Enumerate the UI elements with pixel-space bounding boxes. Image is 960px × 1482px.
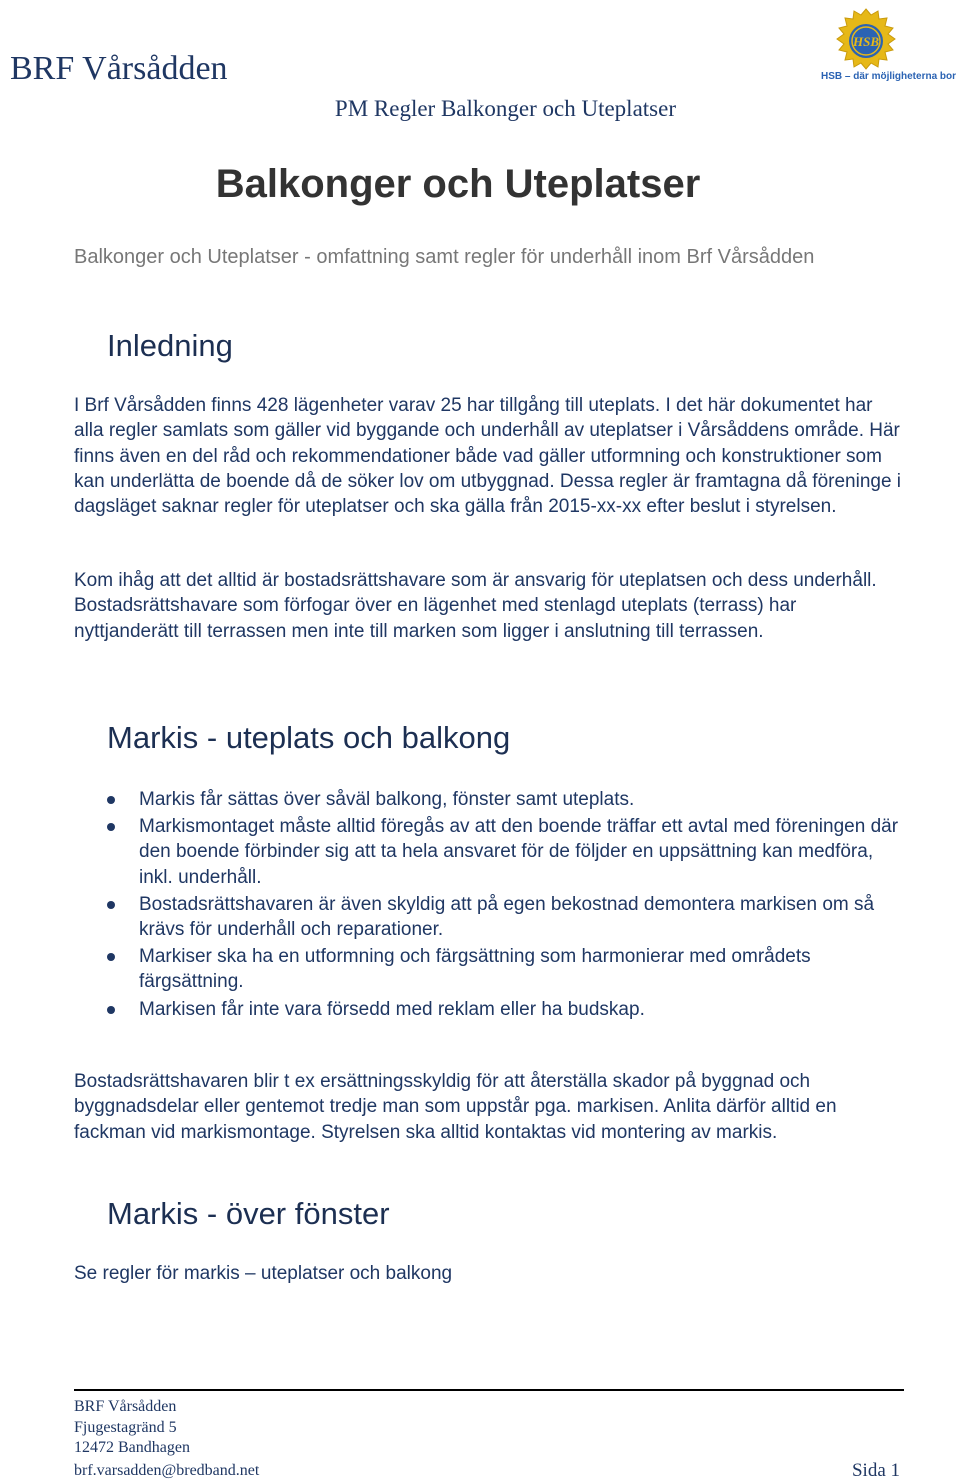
bullet-icon [107, 953, 115, 961]
list-item-text: Markisen får inte vara försedd med reklam eller ha budskap. [139, 998, 645, 1020]
heading-inledning: Inledning [107, 328, 233, 363]
list-item-text: Markismontaget måste alltid föregås av att den boende träffar ett avtal med föreningen där den boende förbinder sig att ta hela ansvaret för de följder en uppsättning kan medföra, inkl. underhåll. [139, 816, 899, 888]
bullet-icon [107, 796, 115, 804]
list-item [104, 787, 904, 812]
bullet-icon [107, 901, 115, 909]
intro-paragraph-1 [74, 393, 904, 519]
header-document-title: PM Regler Balkonger och Uteplatser [334, 96, 676, 121]
page-number: Sida 1 [851, 1460, 900, 1481]
intro-text-1: I Brf Vårsådden finns 428 lägenheter varav 25 har tillgång till uteplats. I det här dokumentet har alla regler samlats som gäller vid byggande och underhåll av uteplatser i Vårsåddens område. Här finns även en del råd och rekommendationer både vad gäller utformning och konstruktioner som kan underlätta de boende då de söker lov om utbyggnad. Dessa regler är framtagna då föreninge i dagsläget saknar regler för uteplatser och ska gälla från 2015-xx-xx efter beslut i styrelsen. [74, 395, 902, 518]
logo-tagline: HSB – där möjligheterna bor [821, 71, 957, 82]
markis-liability-text: Bostadsrättshavaren blir t ex ersättningsskyldig för att återställa skador på byggnad och byggnadsdelar eller gentemot tredje man som uppstår pga. markisen. Anlita därför alltid en fackman vid markismontage. Styrelsen ska alltid kontaktas vid montering av markis. [74, 1071, 837, 1143]
intro-paragraph-2 [74, 568, 904, 644]
markis-liability-paragraph [74, 1069, 904, 1145]
markis-rules-list [104, 787, 904, 1024]
markis-fonster-text: Se regler för markis – uteplatser och balkong [74, 1263, 453, 1284]
list-item [104, 944, 904, 995]
list-item-text: Bostadsrättshavaren är även skyldig att på egen bekostnad demontera markisen om så krävs för underhåll och reparationer. [139, 893, 875, 941]
footer-street: Fjugestagränd 5 [74, 1419, 177, 1436]
heading-markis-uteplats: Markis - uteplats och balkong [107, 720, 511, 755]
footer-divider [74, 1389, 904, 1391]
footer-postal: 12472 Bandhagen [74, 1439, 190, 1456]
bullet-icon [107, 1006, 115, 1014]
page-title: Balkonger och Uteplatser [215, 162, 701, 206]
page-subtitle: Balkonger och Uteplatser - omfattning samt regler för underhåll inom Brf Vårsådden [74, 246, 815, 268]
footer-email: brf.varsadden@bredband.net [74, 1462, 260, 1479]
list-item [104, 892, 904, 943]
header-org-name: BRF Vårsådden [10, 50, 228, 87]
intro-text-2: Kom ihåg att det alltid är bostadsrättshavare som är ansvarig för uteplatsen och dess underhåll. Bostadsrättshavare som förfogar över en lägenhet med stenlagd uteplats (terrass) har nyttjanderätt till terrassen men inte till marken som ligger i anslutning till terrassen. [74, 570, 877, 642]
footer-org-name: BRF Vårsådden [74, 1398, 177, 1415]
heading-markis-fonster: Markis - över fönster [107, 1196, 390, 1231]
bullet-icon [107, 823, 115, 831]
logo-lettering: HSB [852, 34, 880, 49]
list-item-text: Markiser ska ha en utformning och färgsättning som harmonierar med områdets färgsättning. [139, 946, 811, 993]
list-item [104, 814, 904, 890]
markis-fonster-paragraph [74, 1261, 904, 1286]
list-item-text: Markis får sättas över såväl balkong, fönster samt uteplats. [139, 789, 635, 810]
list-item [104, 997, 904, 1022]
